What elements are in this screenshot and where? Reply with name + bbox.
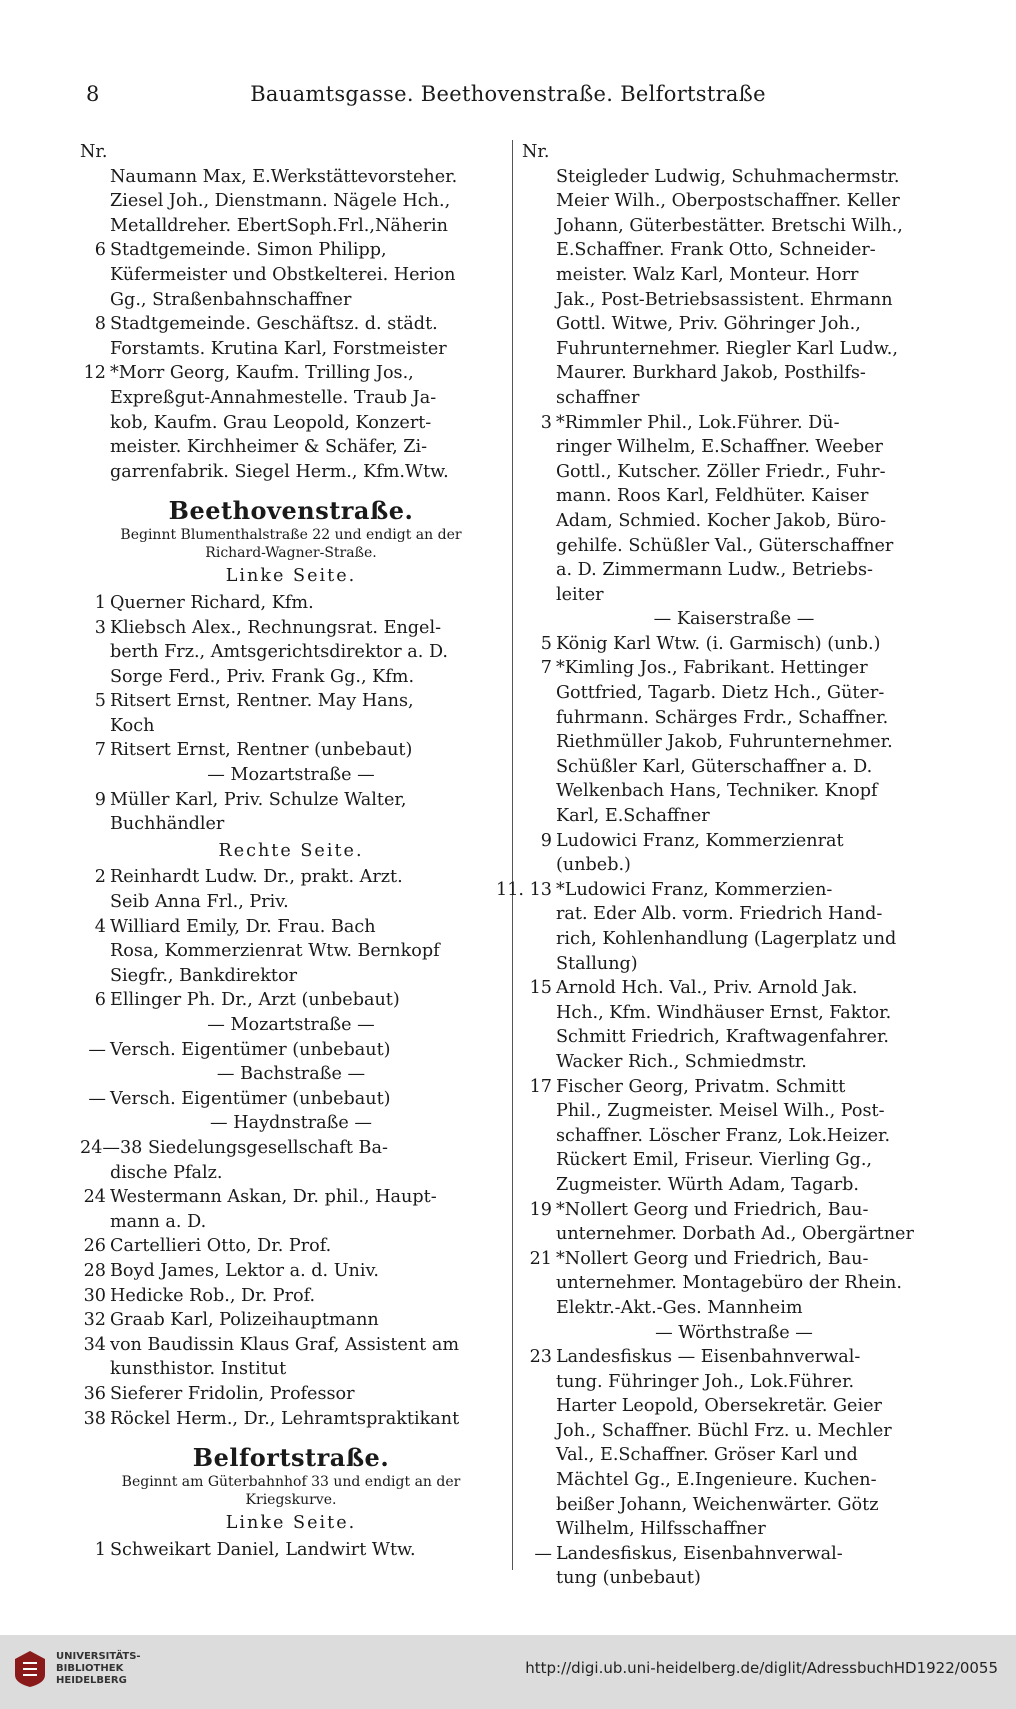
entry-line: Wilhelm, Hilfsschaffner bbox=[556, 1519, 766, 1540]
entry-line: Gottl. Witwe, Priv. Göhringer Joh., bbox=[556, 314, 861, 335]
cross-street: — Kaiserstraße — bbox=[653, 609, 815, 630]
entry-line: dische Pfalz. bbox=[110, 1162, 223, 1183]
entry-line: von Baudissin Klaus Graf, Assistent am bbox=[110, 1334, 460, 1355]
entry-line: Rosa, Kommerzienrat Wtw. Bernkopf bbox=[110, 941, 440, 962]
entry-line: Sieferer Fridolin, Professor bbox=[110, 1383, 355, 1404]
house-number: 30 bbox=[83, 1285, 106, 1306]
entry-line: *Morr Georg, Kaufm. Trilling Jos., bbox=[110, 363, 414, 384]
house-number: 24 bbox=[83, 1187, 106, 1208]
entry-line: unternehmer. Dorbath Ad., Obergärtner bbox=[556, 1224, 914, 1245]
entry-line: garrenfabrik. Siegel Herm., Kfm.Wtw. bbox=[110, 461, 449, 482]
entry-line: *Nollert Georg und Friedrich, Bau- bbox=[556, 1248, 869, 1269]
house-number: — bbox=[88, 1088, 106, 1109]
right-column bbox=[496, 140, 946, 1591]
entry-line: Adam, Schmied. Kocher Jakob, Büro- bbox=[556, 510, 887, 531]
address-entry bbox=[80, 1407, 502, 1432]
entry-line: *Ludowici Franz, Kommerzien- bbox=[556, 879, 833, 900]
entry-line: Stadtgemeinde. Simon Philipp, bbox=[110, 240, 387, 261]
house-number: 3 bbox=[540, 412, 552, 433]
entry-line: Cartellieri Otto, Dr. Prof. bbox=[110, 1236, 332, 1257]
house-number: 7 bbox=[94, 740, 106, 761]
entry-line: Mächtel Gg., E.Ingenieure. Kuchen- bbox=[556, 1470, 877, 1491]
entry-line: meister. Kirchheimer & Schäfer, Zi- bbox=[110, 437, 428, 458]
continued-entry bbox=[522, 312, 946, 337]
nr-label: Nr. bbox=[522, 142, 550, 162]
footer-bar bbox=[0, 1635, 1016, 1709]
entry-line: Reinhardt Ludw. Dr., prakt. Arzt. bbox=[110, 867, 403, 888]
entry-line: Ludowici Franz, Kommerzienrat bbox=[556, 830, 844, 851]
address-entry bbox=[80, 1308, 502, 1333]
entry-line: Küfermeister und Obstkelterei. Herion bbox=[110, 264, 456, 285]
entry-line: Landesfiskus — Eisenbahnverwal- bbox=[556, 1347, 861, 1368]
entry-line: Forstamts. Krutina Karl, Forstmeister bbox=[110, 338, 447, 359]
entry-line: rat. Eder Alb. vorm. Friedrich Hand- bbox=[556, 904, 883, 925]
house-number: 32 bbox=[83, 1310, 106, 1331]
house-number: 28 bbox=[83, 1260, 106, 1281]
entry-line: berth Frz., Amtsgerichtsdirektor a. D. bbox=[110, 642, 449, 663]
entry-line: Graab Karl, Polizeihauptmann bbox=[110, 1310, 379, 1331]
entry-line: Jak., Post-Betriebsassistent. Ehrmann bbox=[556, 289, 893, 310]
continued-entry bbox=[522, 165, 946, 190]
entry-line: Stadtgemeinde. Geschäftsz. d. städt. bbox=[110, 314, 438, 335]
entry-line: Querner Richard, Kfm. bbox=[110, 592, 314, 613]
address-entry bbox=[522, 411, 946, 608]
entry-line: Landesfiskus, Eisenbahnverwal- bbox=[556, 1543, 843, 1564]
address-entry bbox=[80, 1382, 502, 1407]
entry-line: Arnold Hch. Val., Priv. Arnold Jak. bbox=[556, 978, 858, 999]
logo-line: BIBLIOTHEK bbox=[56, 1663, 124, 1674]
entry-line: Val., E.Schaffner. Gröser Karl und bbox=[556, 1445, 858, 1466]
entry-line: Röckel Herm., Dr., Lehramtspraktikant bbox=[110, 1408, 460, 1429]
entry-line: a. D. Zimmermann Ludw., Betriebs- bbox=[556, 560, 873, 581]
cross-street: — Wörthstraße — bbox=[655, 1322, 813, 1343]
source-url[interactable]: http://digi.ub.uni-heidelberg.de/diglit/AdressbuchHD1922/0055 bbox=[525, 1659, 998, 1677]
entry-line: schaffner. Löscher Franz, Lok.Heizer. bbox=[556, 1125, 891, 1146]
left-column bbox=[80, 140, 502, 1562]
entry-line: Karl, E.Schaffner bbox=[556, 806, 710, 827]
address-entry bbox=[522, 656, 946, 828]
house-number: 1 bbox=[94, 1539, 106, 1560]
entry-line: Westermann Askan, Dr. phil., Haupt- bbox=[110, 1187, 437, 1208]
entry-line: *Rimmler Phil., Lok.Führer. Dü- bbox=[556, 412, 840, 433]
street-description: Beginnt Blumenthalstraße 22 und endigt an der Richard-Wagner-Straße. bbox=[120, 527, 462, 562]
entry-line: Ellinger Ph. Dr., Arzt (unbebaut) bbox=[110, 990, 400, 1011]
house-number: 19 bbox=[529, 1199, 552, 1220]
address-entry bbox=[80, 788, 502, 837]
continued-entry bbox=[522, 189, 946, 214]
logo-line: UNIVERSITÄTS- bbox=[56, 1651, 141, 1662]
entry-line: meister. Walz Karl, Monteur. Horr bbox=[556, 264, 859, 285]
address-entry bbox=[522, 1542, 946, 1591]
entry-line: unternehmer. Montagebüro der Rhein. bbox=[556, 1273, 902, 1294]
house-number: 5 bbox=[540, 633, 552, 654]
house-number: 6 bbox=[94, 240, 106, 261]
nr-label: Nr. bbox=[80, 142, 108, 162]
entry-line: tung. Führinger Joh., Lok.Führer. bbox=[556, 1371, 855, 1392]
address-entry bbox=[80, 988, 502, 1013]
entry-line: beißer Johann, Weichenwärter. Götz bbox=[556, 1494, 879, 1515]
entry-line: Ritsert Ernst, Rentner. May Hans, bbox=[110, 691, 414, 712]
entry-line: Meier Wilh., Oberpostschaffner. Keller bbox=[556, 191, 900, 212]
house-number: 2 bbox=[94, 867, 106, 888]
house-number: — bbox=[88, 1039, 106, 1060]
address-entry bbox=[80, 915, 502, 989]
cross-street: — Mozartstraße — bbox=[207, 1015, 375, 1035]
entry-line: Siegfr., Bankdirektor bbox=[110, 965, 297, 986]
entry-line: Versch. Eigentümer (unbebaut) bbox=[110, 1088, 391, 1109]
address-entry bbox=[522, 1247, 946, 1321]
continued-entry bbox=[522, 238, 946, 263]
address-entry bbox=[80, 1333, 502, 1382]
entry-line: (unbeb.) bbox=[556, 855, 631, 876]
entry-line: Buchhändler bbox=[110, 814, 225, 835]
entry-line: Metalldreher. EbertSoph.Frl.,Näherin bbox=[110, 215, 448, 236]
entry-line: ringer Wilhelm, E.Schaffner. Weeber bbox=[556, 437, 883, 458]
address-entry bbox=[80, 1284, 502, 1309]
entry-line: Fuhrunternehmer. Riegler Karl Ludw., bbox=[556, 338, 898, 359]
entry-line: Expreßgut-Annahmestelle. Traub Ja- bbox=[110, 387, 437, 408]
address-entry bbox=[522, 1198, 946, 1247]
address-entry bbox=[80, 1259, 502, 1284]
entry-line: tung (unbebaut) bbox=[556, 1568, 701, 1589]
entry-line: Gg., Straßenbahnschaffner bbox=[110, 289, 352, 310]
entry-line: Harter Leopold, Obersekretär. Geier bbox=[556, 1396, 882, 1417]
entry-line: schaffner bbox=[556, 387, 640, 408]
side-heading: Linke Seite. bbox=[225, 1513, 357, 1534]
entry-line: Riethmüller Jakob, Fuhrunternehmer. bbox=[556, 732, 893, 753]
house-number: 1 bbox=[94, 592, 106, 613]
house-number: 17 bbox=[529, 1076, 552, 1097]
house-number: 4 bbox=[94, 916, 106, 937]
address-entry bbox=[496, 878, 946, 976]
cross-street: — Haydnstraße — bbox=[210, 1113, 372, 1134]
address-entry bbox=[522, 1345, 946, 1542]
entry-line: Ritsert Ernst, Rentner (unbebaut) bbox=[110, 740, 413, 761]
address-entry bbox=[80, 1234, 502, 1259]
house-number: 9 bbox=[540, 830, 552, 851]
entry-line: Zugmeister. Würth Adam, Tagarb. bbox=[556, 1174, 860, 1195]
entry-line: Hch., Kfm. Windhäuser Ernst, Faktor. bbox=[556, 1002, 892, 1023]
house-number: 34 bbox=[83, 1334, 106, 1355]
continued-entry bbox=[80, 214, 502, 239]
entry-line: *Nollert Georg und Friedrich, Bau- bbox=[556, 1199, 869, 1220]
address-entry bbox=[80, 591, 502, 616]
entry-line: Ziesel Joh., Dienstmann. Nägele Hch., bbox=[110, 191, 451, 212]
entry-line: Koch bbox=[110, 715, 155, 736]
street-title-belfort: Belfortstraße. bbox=[192, 1443, 390, 1473]
address-entry bbox=[80, 1087, 502, 1112]
page-number: 8 bbox=[86, 82, 100, 106]
house-number: 12 bbox=[83, 363, 106, 384]
entry-line: Williard Emily, Dr. Frau. Bach bbox=[110, 916, 376, 937]
entry-line: Schweikart Daniel, Landwirt Wtw. bbox=[110, 1539, 416, 1560]
entry-line: Wacker Rich., Schmiedmstr. bbox=[556, 1051, 807, 1072]
entry-line: Seib Anna Frl., Priv. bbox=[110, 892, 289, 913]
address-entry bbox=[80, 1185, 502, 1234]
house-number: 6 bbox=[94, 990, 106, 1011]
entry-line: kunsthistor. Institut bbox=[110, 1359, 287, 1380]
continued-entry bbox=[522, 263, 946, 288]
entry-line: Kliebsch Alex., Rechnungsrat. Engel- bbox=[110, 617, 442, 638]
entry-line: Schmitt Friedrich, Kraftwagenfahrer. bbox=[556, 1027, 890, 1048]
continued-entry bbox=[522, 288, 946, 313]
address-entry bbox=[80, 865, 502, 914]
house-number: 9 bbox=[94, 789, 106, 810]
logo-line: HEIDELBERG bbox=[56, 1675, 127, 1686]
entry-line: Joh., Schaffner. Büchl Frz. u. Mechler bbox=[556, 1420, 892, 1441]
address-entry bbox=[80, 1038, 502, 1063]
address-entry bbox=[522, 976, 946, 1074]
house-number: 38 bbox=[83, 1408, 106, 1429]
street-title-beethoven: Beethovenstraße. bbox=[168, 496, 414, 526]
cross-street: — Bachstraße — bbox=[216, 1064, 366, 1085]
continued-entry bbox=[522, 386, 946, 411]
entry-line: Gottfried, Tagarb. Dietz Hch., Güter- bbox=[556, 683, 885, 704]
address-entry bbox=[80, 1538, 502, 1563]
address-entry bbox=[522, 632, 946, 657]
entry-line: Müller Karl, Priv. Schulze Walter, bbox=[110, 789, 407, 810]
continued-entry bbox=[522, 214, 946, 239]
address-entry: 24—38 Siedelungsgesellschaft Ba- bbox=[80, 1137, 388, 1158]
address-entry bbox=[80, 238, 502, 312]
house-number: 21 bbox=[529, 1248, 552, 1269]
entry-line: Steigleder Ludwig, Schuhmachermstr. bbox=[556, 166, 900, 187]
address-entry bbox=[80, 361, 502, 484]
house-number: 7 bbox=[540, 658, 552, 679]
entry-line: Hedicke Rob., Dr. Prof. bbox=[110, 1285, 316, 1306]
entry-line: gehilfe. Schüßler Val., Güterschaffner bbox=[556, 535, 894, 556]
entry-line: mann. Roos Karl, Feldhüter. Kaiser bbox=[556, 486, 869, 507]
entry-line: Johann, Güterbestätter. Bretschi Wilh., bbox=[556, 215, 903, 236]
entry-line: Phil., Zugmeister. Meisel Wilh., Post- bbox=[556, 1101, 885, 1122]
entry-line: rich, Kohlenhandlung (Lagerplatz und bbox=[556, 929, 897, 949]
entry-line: Versch. Eigentümer (unbebaut) bbox=[110, 1039, 391, 1060]
entry-line: König Karl Wtw. (i. Garmisch) (unb.) bbox=[556, 633, 881, 654]
house-number: 36 bbox=[83, 1383, 106, 1404]
house-number: 11. 13 bbox=[496, 879, 552, 900]
house-number: 15 bbox=[529, 978, 552, 999]
address-entry bbox=[522, 829, 946, 878]
street-description: Beginnt am Güterbahnhof 33 und endigt an der Kriegskurve. bbox=[121, 1474, 461, 1509]
house-number: 8 bbox=[94, 314, 106, 335]
address-entry bbox=[80, 616, 502, 690]
continued-entry bbox=[522, 337, 946, 362]
column-divider bbox=[512, 140, 513, 1570]
entry-line: E.Schaffner. Frank Otto, Schneider- bbox=[556, 240, 876, 261]
entry-line: Rückert Emil, Friseur. Vierling Gg., bbox=[556, 1150, 873, 1171]
entry-line: mann a. D. bbox=[110, 1211, 207, 1232]
entry-line: kob, Kaufm. Grau Leopold, Konzert- bbox=[110, 412, 432, 433]
library-logo-icon bbox=[12, 1649, 48, 1689]
house-number: 3 bbox=[94, 617, 106, 638]
continued-entry bbox=[522, 361, 946, 386]
side-heading: Linke Seite. bbox=[225, 566, 357, 587]
entry-line: *Kimling Jos., Fabrikant. Hettinger bbox=[556, 658, 868, 679]
entry-line: Boyd James, Lektor a. d. Univ. bbox=[110, 1260, 379, 1281]
house-number: — bbox=[534, 1543, 552, 1564]
continued-entry bbox=[80, 189, 502, 214]
entry-line: Maurer. Burkhard Jakob, Posthilfs- bbox=[556, 363, 866, 384]
entry-line: Sorge Ferd., Priv. Frank Gg., Kfm. bbox=[110, 666, 415, 687]
address-entry bbox=[80, 738, 502, 763]
entry-line: leiter bbox=[556, 584, 604, 605]
entry-line: Elektr.-Akt.-Ges. Mannheim bbox=[556, 1297, 803, 1318]
entry-line: Welkenbach Hans, Techniker. Knopf bbox=[556, 781, 878, 802]
page-header: Bauamtsgasse. Beethovenstraße. Belfortstraße bbox=[250, 82, 766, 106]
entry-line: Fischer Georg, Privatm. Schmitt bbox=[556, 1076, 846, 1097]
entry-line: Schüßler Karl, Güterschaffner a. D. bbox=[556, 756, 873, 777]
library-logo-text bbox=[56, 1651, 141, 1687]
address-entry bbox=[522, 1075, 946, 1198]
continued-entry bbox=[80, 165, 502, 190]
entry-line: Naumann Max, E.Werkstättevorsteher. bbox=[110, 166, 458, 187]
address-entry bbox=[80, 312, 502, 361]
house-number: 26 bbox=[83, 1236, 106, 1257]
entry-line: fuhrmann. Schärges Frdr., Schaffner. bbox=[556, 707, 889, 728]
side-heading: Rechte Seite. bbox=[218, 840, 364, 861]
address-entry bbox=[80, 1161, 502, 1186]
entry-line: Gottl., Kutscher. Zöller Friedr., Fuhr- bbox=[556, 461, 886, 482]
address-entry bbox=[80, 689, 502, 738]
entry-line: Stallung) bbox=[556, 953, 638, 974]
house-number: 23 bbox=[529, 1347, 552, 1368]
house-number: 5 bbox=[94, 691, 106, 712]
cross-street: — Mozartstraße — bbox=[207, 765, 375, 786]
